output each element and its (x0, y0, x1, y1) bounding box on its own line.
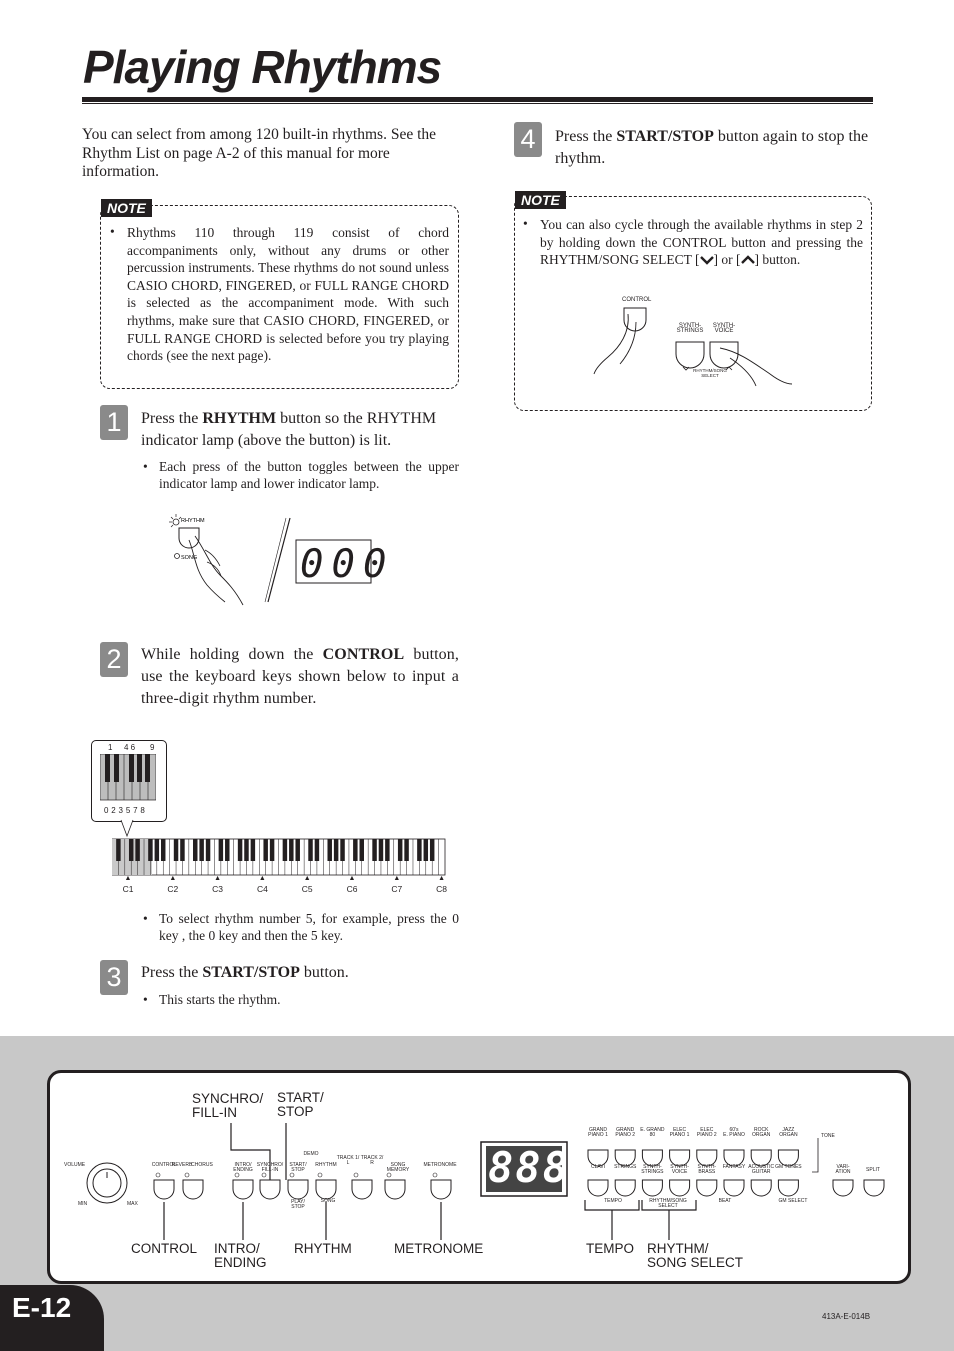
octave-label: ▲ C7 (391, 875, 403, 894)
octave-label: ▲ C5 (301, 875, 313, 894)
note1-bullet: • (110, 224, 115, 239)
step-number-4: 4 (514, 122, 542, 157)
tone-button (751, 1180, 771, 1196)
step3-text: Press the START/STOP button. (141, 964, 349, 981)
fig1-rhythm-label: RHYTHM (181, 518, 205, 524)
document-code: 413A-E-014B (822, 1312, 871, 1321)
tone-top-label: ELEC PIANO 1 (669, 1127, 690, 1138)
fig3-control-label: CONTROL (622, 297, 652, 303)
step2-text: While holding down the CONTROL button, use the keyboard keys shown below to input a three-digit rhythm number. (141, 646, 459, 707)
track1-label: TRACK 1/ L (336, 1155, 360, 1166)
fig3-synth-strings: SYNTH- STRINGS (676, 323, 704, 334)
tone-top-label: ROCK ORGAN (752, 1127, 771, 1138)
indicator-lamp (387, 1173, 391, 1177)
panel-button-label: SONG MEMORY (386, 1162, 410, 1173)
step-number-2: 2 (100, 642, 128, 677)
note-label-2: NOTE (515, 191, 566, 209)
indicator-lamp (290, 1173, 294, 1177)
octave-label: ▲ C1 (122, 875, 134, 894)
split-label: SPLIT (866, 1167, 880, 1173)
note2-text: You can also cycle through the available rhythms in step 2 by holding down the CONTROL button and pressing the RHYTHM/SONG SELECT [ ] or [ ] button. (540, 217, 863, 268)
tone-button (724, 1180, 744, 1196)
song-label: SONG (320, 1198, 336, 1204)
rhythm-song-small-label: RHYTHM/SONG SELECT (649, 1198, 687, 1209)
panel-button-label: START/ STOP (289, 1162, 307, 1173)
callout-metronome: METRONOME (394, 1241, 484, 1256)
indicator-lamp (318, 1173, 322, 1177)
tone-bottom-label: SYNTH- BRASS (697, 1164, 717, 1175)
tone-button (615, 1180, 635, 1196)
panel-button-label: CONTROL (151, 1162, 177, 1168)
step2-bullet-dot: • (143, 911, 148, 926)
demo-label: DEMO (303, 1151, 319, 1157)
hand-icon (195, 536, 243, 605)
indicator-lamp (185, 1173, 189, 1177)
tone-top-label: ELEC PIANO 2 (696, 1127, 717, 1138)
volume-label: VOLUME (64, 1162, 86, 1168)
step2-bullet: To select rhythm number 5, for example, press the 0 key , the 0 key and then the 5 key. (159, 911, 459, 943)
tone-bottom-label: FANTASY (722, 1164, 746, 1170)
panel-button (154, 1180, 174, 1199)
callout-rhythm-select: RHYTHM/ SONG SELECT (647, 1241, 744, 1270)
indicator-lamp (262, 1173, 266, 1177)
tone-button (697, 1180, 717, 1196)
tone-top-label: E. GRAND 80 (640, 1127, 665, 1138)
callout-tempo: TEMPO (586, 1241, 635, 1256)
play-stop-label: PLAY/ STOP (291, 1199, 305, 1210)
panel-button-label: REVERB (171, 1162, 193, 1168)
tone-bottom-label: SYNTH- STRINGS (641, 1164, 664, 1175)
note2-bullet: • (523, 216, 528, 231)
octave-label: ▲ C3 (212, 875, 224, 894)
step3-bullet: This starts the rhythm. (159, 992, 281, 1007)
left-hand-icon (594, 314, 628, 374)
octave-label: ▲ C8 (436, 875, 448, 894)
panel-button-label: SYNCHRO/ FILL-IN (256, 1162, 284, 1173)
step4-text: Press the START/STOP button again to stop the rhythm. (555, 128, 869, 167)
variation-label: VARI- ATION (835, 1164, 851, 1175)
intro-paragraph: You can select from among 120 built-in rhythms. See the Rhythm List on page A-2 of this manual for more information. (82, 126, 437, 180)
tempo-small-label: TEMPO (604, 1198, 622, 1204)
indicator-lamp (433, 1173, 437, 1177)
step-number-1: 1 (100, 405, 128, 440)
fig1-display: 000 (300, 542, 395, 587)
beat-label: BEAT (718, 1198, 732, 1204)
step-number-3: 3 (100, 960, 128, 995)
step1-bullet: Each press of the button toggles between the upper indicator lamp and lower indicator lamp. (159, 459, 459, 491)
panel-button-label: INTRO/ ENDING (233, 1162, 253, 1173)
step1-bullet-dot: • (143, 459, 148, 474)
full-keyboard (112, 818, 448, 878)
chevron-down-icon (700, 252, 714, 262)
panel-button (385, 1180, 405, 1199)
panel-button-label: METRONOME (423, 1162, 457, 1168)
tone-button (588, 1180, 608, 1196)
panel-button (183, 1180, 203, 1199)
panel-button (288, 1180, 308, 1199)
tone-button (642, 1180, 662, 1196)
gm-select-label: GM SELECT (778, 1198, 808, 1204)
panel-button (316, 1180, 336, 1199)
tone-button (670, 1180, 690, 1196)
tone-top-label: GRAND PIANO 1 (588, 1127, 608, 1138)
callout-rhythm: RHYTHM (294, 1241, 352, 1256)
lamp-lit-icon (169, 514, 181, 527)
page-title: Playing Rhythms (83, 41, 442, 93)
octave-label: ▲ C2 (167, 875, 179, 894)
fig3-synth-voice: SYNTH- VOICE (712, 323, 736, 334)
zoom-keys (100, 754, 156, 802)
panel-button (833, 1180, 853, 1196)
octave-label: ▲ C4 (256, 875, 268, 894)
note-label-1: NOTE (101, 199, 152, 217)
tone-bottom-label: ACOUSTIC GUITAR (748, 1164, 775, 1175)
max-label: MAX (127, 1201, 138, 1207)
tone-top-label: 60's E. PIANO (723, 1127, 745, 1138)
panel-button (233, 1180, 253, 1199)
tone-bottom-label: GM TONES (775, 1164, 802, 1170)
panel-button (352, 1180, 372, 1199)
indicator-lamp (235, 1173, 239, 1177)
fig3-select-label: RHYTHM/SONG SELECT (693, 368, 727, 378)
callout-control: CONTROL (131, 1241, 198, 1256)
panel-button-label: CHORUS (191, 1162, 213, 1168)
indicator-lamp (156, 1173, 160, 1177)
callout-synchro: SYNCHRO/ FILL-IN (192, 1091, 264, 1120)
track2-label: TRACK 2/ R (360, 1155, 384, 1166)
callout-start: START/ STOP (277, 1090, 324, 1119)
octave-label: ▲ C6 (346, 875, 358, 894)
tone-top-label: JAZZ ORGAN (779, 1127, 798, 1138)
panel-button (260, 1180, 280, 1199)
note1-text: Rhythms 110 through 119 consist of chord accompaniments only, without any drums or other percussion instruments. These rhythms do not sound unless CASIO CHORD, FINGERED, or FULL RANGE CHORD is selected as the accompaniment mode. With such rhythms, make sure that CASIO CHORD, FINGERED, or FULL RANGE CHORD is selected before you try playing chords (see the next page). (127, 225, 449, 364)
panel-display-digits: 888 (488, 1143, 570, 1192)
panel-button (431, 1180, 451, 1199)
page-number: E-12 (12, 1292, 72, 1323)
tone-bottom-label: STRINGS (614, 1164, 637, 1170)
tone-bottom-label: SYNTH- VOICE (670, 1164, 689, 1175)
tone-button (778, 1180, 798, 1196)
step3-bullet-dot: • (143, 992, 148, 1007)
fig1-song-label: SONG (181, 555, 198, 561)
chevron-up-icon (741, 252, 755, 262)
tone-bottom-label: CLAVI (590, 1164, 606, 1170)
callout-intro: INTRO/ ENDING (214, 1241, 267, 1270)
title-rule-thin (82, 103, 873, 104)
synth-voice-button-shape (710, 342, 738, 368)
tone-label: TONE (821, 1133, 835, 1139)
zoom-bottom-digits: 0 2 3 5 7 8 (104, 806, 146, 815)
tone-top-label: GRAND PIANO 2 (615, 1127, 636, 1138)
min-label: MIN (78, 1201, 88, 1207)
synth-strings-button-shape (676, 342, 704, 368)
title-rule (82, 97, 873, 102)
song-lamp-icon (175, 554, 180, 559)
step1-text: Press the RHYTHM button so the RHYTHM indicator lamp (above the button) is lit. (141, 410, 437, 449)
panel-button (864, 1180, 884, 1196)
indicator-lamp (354, 1173, 358, 1177)
volume-knob-icon (87, 1163, 127, 1203)
panel-button-label: RHYTHM (315, 1162, 337, 1168)
octave-labels (110, 874, 456, 898)
